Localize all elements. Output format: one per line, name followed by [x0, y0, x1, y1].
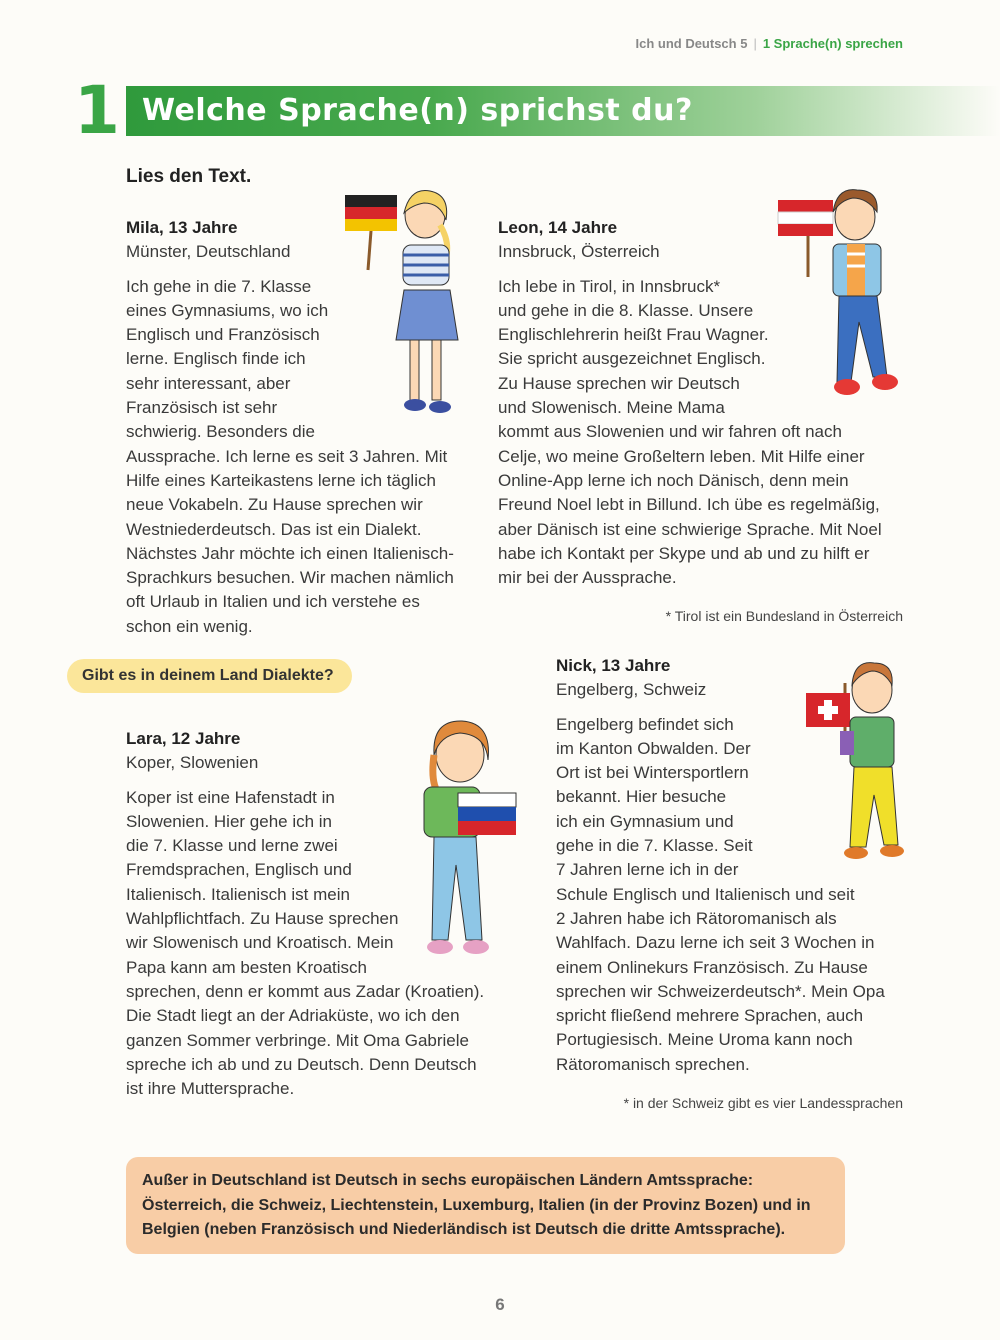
- lara-name: Lara, 12 Jahre: [126, 729, 241, 748]
- nick-name: Nick, 13 Jahre: [556, 656, 671, 675]
- lara-place: Koper, Slowenien: [126, 753, 259, 773]
- info-box: Außer in Deutschland ist Deutsch in sechs europäischen Ländern Amtssprache: Österreich, die Schweiz, Liechtenstein, Luxemburg, Italien (in der Provinz Bozen) und in Belgien (neben Französisch und Niederländisch ist Deutsch die dritte Amtssprache).: [126, 1157, 845, 1254]
- chapter-title: Welche Sprache(n) sprichst du?: [142, 93, 693, 128]
- mila-name: Mila, 13 Jahre: [126, 218, 238, 237]
- lara-illustration: [410, 715, 525, 960]
- page-number: 6: [495, 1295, 505, 1314]
- question-pill: Gibt es in deinem Land Dialekte?: [67, 659, 352, 693]
- chapter-title-bar: [126, 86, 1000, 136]
- nick-body: Engelberg befindet sich im Kanton Obwalden. Der Ort ist bei Wintersportlern bekannt. Hier besuche ich ein Gymnasium und gehe in die 7. Klasse. Seit 7 Jahren lerne ich in der Schule Englisch und Italienisch und seit 2 Jahren habe ich Rätoromanisch als Wahlfach. Dazu lerne ich seit 3 Wochen in einem Onlinekurs Französisch. Zu Hause sprechen wir Schweizerdeutsch*. Mein Opa spricht fließend mehrere Sprachen, auch Portugiesisch. Meine Uroma kann noch Rätoromanisch sprechen.: [556, 714, 885, 1074]
- running-header: Ich und Deutsch 5 | 1 Sprache(n) sprechen: [635, 36, 903, 51]
- lara-body: Koper ist eine Hafenstadt in Slowenien. Hier gehe ich in die 7. Klasse und lerne zwei Fremdsprachen, Englisch und Italienisch. Italienisch ist mein Wahlpflichtfach. Zu Hause sprechen wir Slowenisch und Kroatisch. Mein Papa kann am besten Kroatisch sprechen, denn er kommt aus Zadar (Kroatien). Die Stadt liegt an der Adriaküste, wo ich den ganzen Sommer verbringe. Mit Oma Gabriele spreche ich ab und zu Deutsch. Denn Deutsch ist ihre Muttersprache.: [126, 787, 485, 1099]
- leon-footnote: * Tirol ist ein Bundesland in Österreich: [665, 608, 903, 624]
- mila-body: Ich gehe in die 7. Klasse eines Gymnasiums, wo ich Englisch und Französisch lerne. Englisch finde ich sehr interessant, aber Französisch ist sehr schwierig. Besonders die Aussprache. Ich lerne es seit 3 Jahren. Mit Hilfe eines Karteikastens lerne ich täglich neue Vokabeln. Zu Hause sprechen wir Westniederdeutsch. Das ist ein Dialekt. Nächstes Jahr möchte ich einen Italienisch- Sprachkurs besuchen. Wir machen nämlich oft Urlaub in Italien und ich verstehe es schon ein wenig.: [126, 276, 454, 636]
- leon-place: Innsbruck, Österreich: [498, 242, 660, 262]
- leon-name: Leon, 14 Jahre: [498, 218, 618, 237]
- nick-place: Engelberg, Schweiz: [556, 680, 707, 700]
- mila-place: Münster, Deutschland: [126, 242, 291, 262]
- instruction: Lies den Text.: [126, 166, 252, 187]
- nick-footnote: * in der Schweiz gibt es vier Landessprachen: [623, 1095, 903, 1111]
- section-title: 1 Sprache(n) sprechen: [762, 36, 903, 51]
- leon-body: Ich lebe in Tirol, in Innsbruck* und gehe in die 8. Klasse. Unsere Englischlehrerin heißt Frau Wagner. Sie spricht ausgezeichnet Englisch. Zu Hause sprechen wir Deutsch und Slowenisch. Meine Mama kommt aus Slowenien und wir fahren oft nach Celje, wo meine Großeltern leben. Mit Hilfe einer Online-App lerne ich noch Dänisch, denn mein Freund Noel lebt in Billund. Ich übe es regelmäßig, aber Dänisch ist eine schwierige Sprache. Mit Noel habe ich Kontakt per Skype und ab und zu hilft er mir bei der Aussprache.: [498, 276, 882, 588]
- nick-illustration: [800, 655, 905, 865]
- leon-illustration: [775, 182, 905, 407]
- mila-illustration: [340, 185, 470, 420]
- chapter-number: 1: [74, 72, 120, 149]
- book-title: Ich und Deutsch 5: [635, 36, 748, 51]
